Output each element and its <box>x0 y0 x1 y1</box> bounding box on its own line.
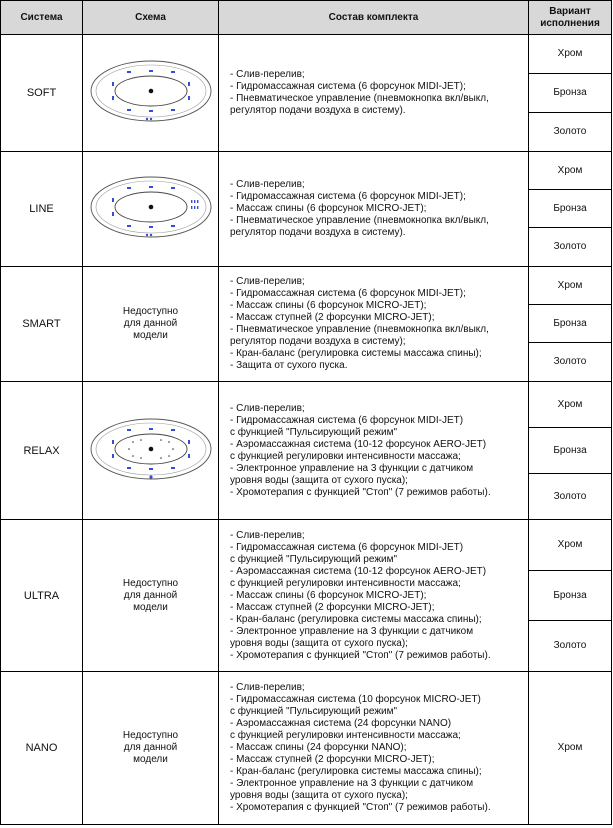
table-row-line <box>1 152 612 190</box>
contents-cell: - Слив-перелив; - Гидромассажная система (6 форсунок MIDI-JET) с функцией "Пульсирующий режим" - Аэромассажная система (10-12 форсунок AERO-JET) с функцией регулировки интенсивности массажа; - Электронное управление на 3 функции с датчиком уровня воды (защита от сухого пуска); - Хромотерапия с функцией "Стоп" (7 режимов работы). <box>219 382 529 520</box>
system-name: SMART <box>1 267 83 382</box>
bathtub-scheme-relax-icon <box>83 382 219 520</box>
table-row-nano <box>1 672 612 825</box>
table-row-ultra <box>1 520 612 571</box>
header-contents: Состав комплекта <box>219 1 529 35</box>
variant-cell: Хром <box>529 382 612 428</box>
variant-cell: Хром <box>529 152 612 190</box>
header-row <box>1 1 612 35</box>
system-name: NANO <box>1 672 83 825</box>
contents-cell: - Слив-перелив; - Гидромассажная система (6 форсунок MIDI-JET); - Массаж спины (6 форсунок MICRO-JET); - Массаж ступней (2 форсунки MICRO-JET); - Пневматическое управление (пневмокнопка вкл/выкл, регулятор подачи воздуха в систему); - Кран-баланс (регулировка системы массажа спины); - Защита от сухого пуска. <box>219 267 529 382</box>
variant-cell: Бронза <box>529 571 612 621</box>
header-scheme: Схема <box>83 1 219 35</box>
system-name: ULTRA <box>1 520 83 672</box>
bathtub-scheme-line-icon <box>83 152 219 267</box>
table-row-soft <box>1 35 612 74</box>
variant-cell: Золото <box>529 621 612 672</box>
contents-cell: - Слив-перелив; - Гидромассажная система (10 форсунок MICRO-JET) с функцией "Пульсирующий режим" - Аэромассажная система (24 форсунки NANO) с функцией регулировки интенсивности массажа; - Массаж спины (24 форсунки NANO); - Массаж ступней (2 форсунки MICRO-JET); - Кран-баланс (регулировка системы массажа спины); - Электронное управление на 3 функции с датчиком уровня воды (защита от сухого пуска); - Хромотерапия с функцией "Стоп" (7 режимов работы). <box>219 672 529 825</box>
variant-cell: Бронза <box>529 305 612 343</box>
header-system: Система <box>1 1 83 35</box>
variant-cell: Хром <box>529 520 612 571</box>
variant-cell: Золото <box>529 474 612 520</box>
system-name: RELAX <box>1 382 83 520</box>
contents-cell: - Слив-перелив; - Гидромассажная система (6 форсунок MIDI-JET); - Пневматическое управление (пневмокнопка вкл/выкл, регулятор подачи воздуха в систему). <box>219 35 529 152</box>
bathtub-scheme-soft-icon <box>83 35 219 152</box>
bathtub-relax-svg <box>87 416 215 486</box>
bathtub-soft-svg <box>87 58 215 128</box>
scheme-not-available: Недоступно для данной модели <box>83 672 219 825</box>
variant-cell: Хром <box>529 267 612 305</box>
contents-cell: - Слив-перелив; - Гидромассажная система (6 форсунок MIDI-JET); - Массаж спины (6 форсунок MICRO-JET); - Пневматическое управление (пневмокнопка вкл/выкл, регулятор подачи воздуха в систему). <box>219 152 529 267</box>
contents-cell: - Слив-перелив; - Гидромассажная система (6 форсунок MIDI-JET) с функцией "Пульсирующий режим" - Аэромассажная система (10-12 форсунок AERO-JET) с функцией регулировки интенсивности массажа; - Массаж спины (6 форсунок MICRO-JET); - Массаж ступней (2 форсунки MICRO-JET); - Кран-баланс (регулировка системы массажа спины); - Электронное управление на 3 функции с датчиком уровня воды (защита от сухого пуска); - Хромотерапия с функцией "Стоп" (7 режимов работы). <box>219 520 529 672</box>
variant-cell: Золото <box>529 343 612 382</box>
variant-cell: Бронза <box>529 74 612 113</box>
variant-cell: Бронза <box>529 190 612 228</box>
variant-cell: Золото <box>529 113 612 152</box>
table-row-relax <box>1 382 612 428</box>
variant-cell: Хром <box>529 672 612 825</box>
variant-cell: Хром <box>529 35 612 74</box>
variant-cell: Золото <box>529 228 612 267</box>
scheme-not-available: Недоступно для данной модели <box>83 520 219 672</box>
table-row-smart <box>1 267 612 305</box>
scheme-not-available: Недоступно для данной модели <box>83 267 219 382</box>
header-variant: Вариант исполнения <box>529 1 612 35</box>
variant-cell: Бронза <box>529 428 612 474</box>
bathtub-line-svg <box>87 174 215 244</box>
system-name: SOFT <box>1 35 83 152</box>
system-name: LINE <box>1 152 83 267</box>
